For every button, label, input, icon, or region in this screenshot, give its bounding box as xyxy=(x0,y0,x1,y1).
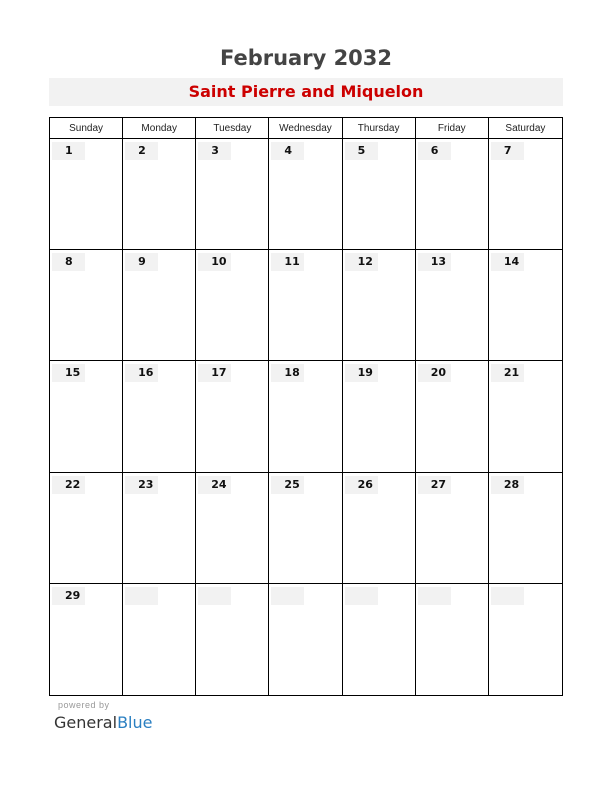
day-cell xyxy=(343,361,416,472)
date-number: 20 xyxy=(418,364,451,382)
weekday-tuesday: Tuesday xyxy=(196,118,269,139)
day-cell xyxy=(269,250,342,361)
date-number: 14 xyxy=(491,253,524,271)
date-number: 19 xyxy=(345,364,378,382)
day-cell xyxy=(123,139,196,250)
calendar-grid xyxy=(49,117,563,696)
date-number: 15 xyxy=(52,364,85,382)
page-title: February 2032 xyxy=(219,46,393,70)
day-cell xyxy=(50,361,123,472)
date-number: 22 xyxy=(52,476,85,494)
day-cell xyxy=(489,473,562,584)
date-number: 8 xyxy=(52,253,85,271)
date-number: 1 xyxy=(52,142,85,160)
date-placeholder xyxy=(125,587,158,605)
weekday-monday: Monday xyxy=(123,118,196,139)
day-cell xyxy=(489,250,562,361)
generalblue-logo[interactable] xyxy=(54,713,152,732)
day-cell xyxy=(123,361,196,472)
day-cell xyxy=(50,584,123,695)
day-cell xyxy=(123,250,196,361)
powered-by-text: powered by xyxy=(58,700,110,710)
date-placeholder xyxy=(345,587,378,605)
day-cell-empty xyxy=(343,584,416,695)
day-cell xyxy=(416,473,489,584)
date-number: 21 xyxy=(491,364,524,382)
date-number: 17 xyxy=(198,364,231,382)
date-placeholder xyxy=(418,587,451,605)
day-cell xyxy=(416,361,489,472)
date-number: 3 xyxy=(198,142,231,160)
date-number: 11 xyxy=(271,253,304,271)
date-number: 26 xyxy=(345,476,378,494)
date-number: 4 xyxy=(271,142,304,160)
day-cell-empty xyxy=(196,584,269,695)
weekday-sunday: Sunday xyxy=(50,118,123,139)
date-number: 9 xyxy=(125,253,158,271)
day-cell-empty xyxy=(489,584,562,695)
date-number: 12 xyxy=(345,253,378,271)
day-cell xyxy=(343,250,416,361)
date-number: 13 xyxy=(418,253,451,271)
date-number: 10 xyxy=(198,253,231,271)
day-cell xyxy=(50,250,123,361)
day-cell xyxy=(50,139,123,250)
logo-general-text: General xyxy=(54,713,118,732)
weekday-saturday: Saturday xyxy=(489,118,562,139)
date-number: 27 xyxy=(418,476,451,494)
day-cell-empty xyxy=(269,584,342,695)
date-number: 5 xyxy=(345,142,378,160)
date-number: 2 xyxy=(125,142,158,160)
weekday-friday: Friday xyxy=(416,118,489,139)
day-cell-empty xyxy=(416,584,489,695)
day-cell xyxy=(196,250,269,361)
day-cell xyxy=(416,139,489,250)
date-number: 28 xyxy=(491,476,524,494)
date-placeholder xyxy=(198,587,231,605)
date-number: 23 xyxy=(125,476,158,494)
date-number: 24 xyxy=(198,476,231,494)
date-placeholder xyxy=(271,587,304,605)
date-number: 16 xyxy=(125,364,158,382)
day-cell xyxy=(489,361,562,472)
logo-blue-text: Blue xyxy=(117,713,153,732)
day-cell xyxy=(196,361,269,472)
day-cell xyxy=(196,139,269,250)
date-number: 6 xyxy=(418,142,451,160)
day-cell xyxy=(269,361,342,472)
date-placeholder xyxy=(491,587,524,605)
day-cell xyxy=(50,473,123,584)
weekday-wednesday: Wednesday xyxy=(269,118,342,139)
weekday-thursday: Thursday xyxy=(343,118,416,139)
day-cell xyxy=(269,139,342,250)
day-cell xyxy=(416,250,489,361)
day-cell xyxy=(196,473,269,584)
day-cell xyxy=(269,473,342,584)
date-number: 29 xyxy=(52,587,85,605)
date-number: 7 xyxy=(491,142,524,160)
day-cell-empty xyxy=(123,584,196,695)
day-cell xyxy=(123,473,196,584)
country-name: Saint Pierre and Miquelon xyxy=(49,78,563,106)
day-cell xyxy=(489,139,562,250)
day-cell xyxy=(343,139,416,250)
date-number: 25 xyxy=(271,476,304,494)
day-cell xyxy=(343,473,416,584)
date-number: 18 xyxy=(271,364,304,382)
